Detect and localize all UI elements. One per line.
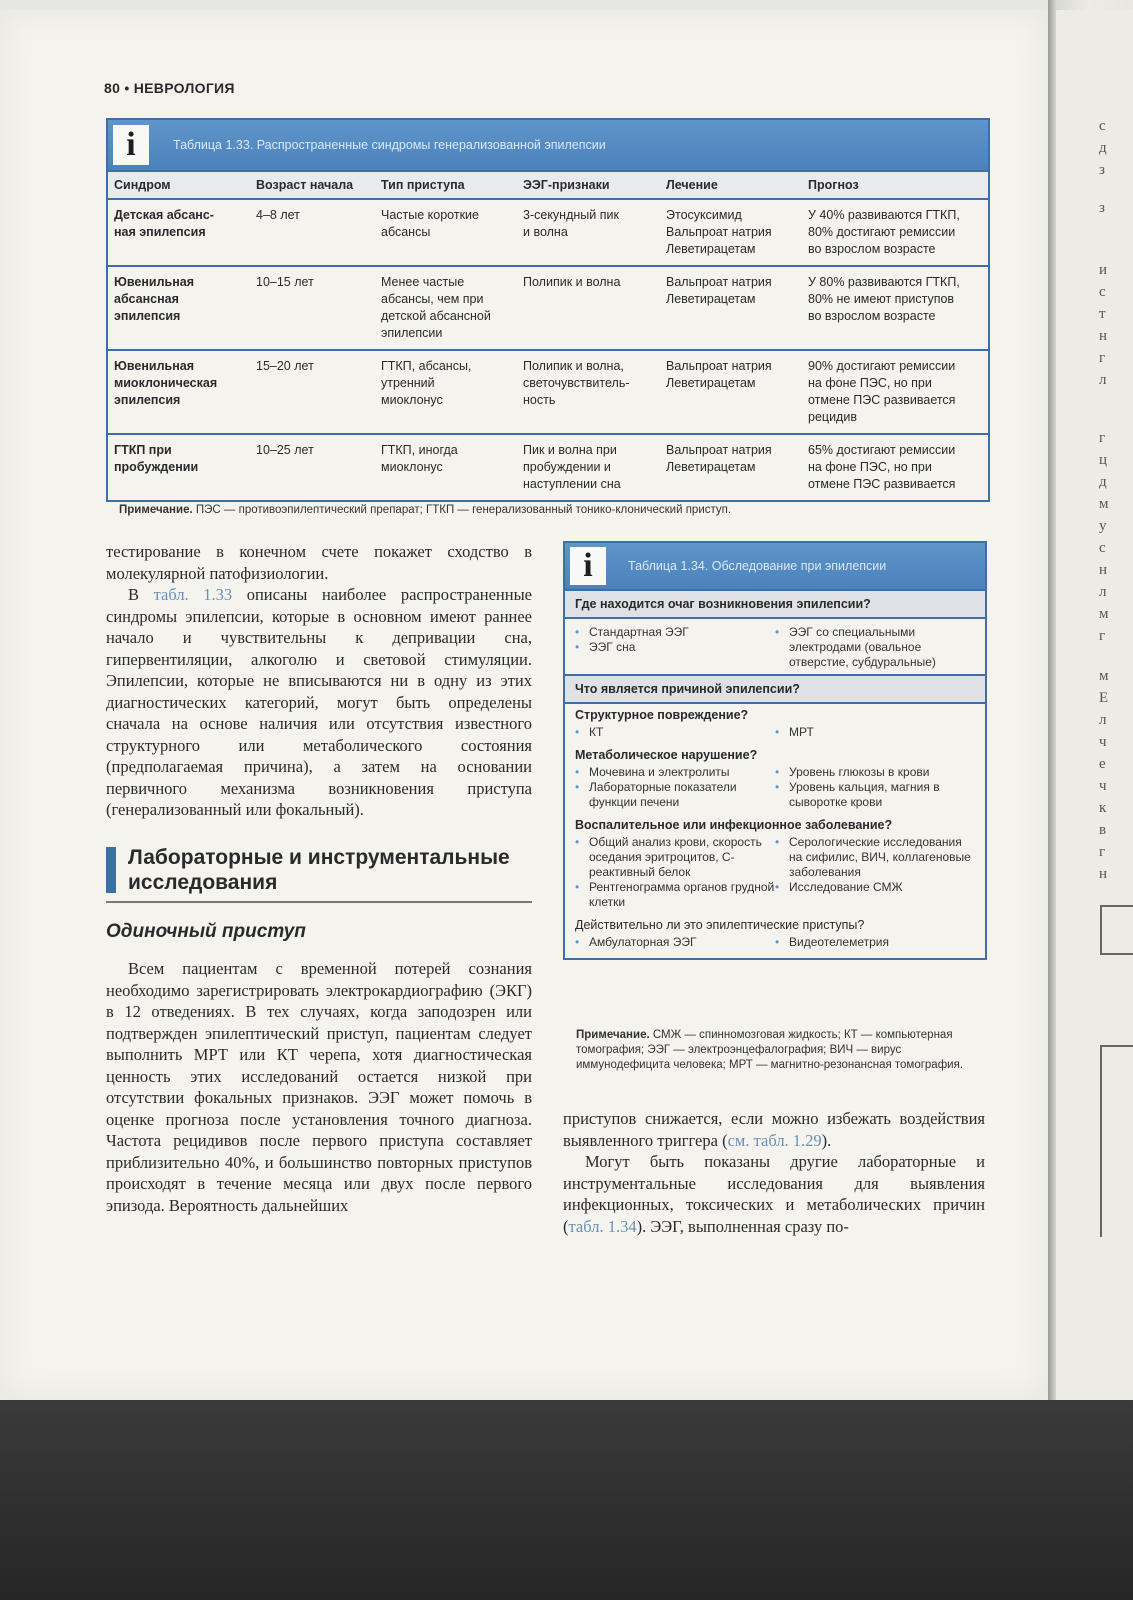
table-cell [660,199,802,266]
facing-page-letter: з [1099,200,1105,216]
facing-page-letter: ч [1099,734,1107,750]
table-cell [375,350,517,434]
table-reference-link[interactable]: табл. 1.34 [568,1216,637,1236]
column-header: Синдром [108,171,250,199]
cell-line: абсансная [114,292,179,306]
facing-page-letter: в [1099,822,1107,838]
table-cell [375,199,517,266]
cell-line: Этосуксимид [666,208,742,222]
table-cell [660,266,802,350]
bullet-pair [565,934,985,958]
cell-line: Вальпроат натрия [666,359,772,373]
section-marker [106,847,116,893]
cell-line: 80% не имеют приступов [808,292,955,306]
syndromes-table [108,170,988,500]
cell-line: детской абсансной [381,309,491,323]
bullet-column [575,625,775,670]
cell-line: Леветирацетам [666,460,756,474]
cell-line: на фоне ПЭС, но при [808,460,932,474]
bullet-item: • Общий анализ крови, скорость оседания эритроцитов, С-реактивный белок [575,835,775,880]
bullet-item: • ЭЭГ сна [575,640,775,655]
bullet-item: • Серологические исследования на сифилис, ВИЧ, коллагеновые заболевания [775,835,975,880]
facing-page-letter: т [1099,306,1106,322]
cell-line: Менее частые [381,275,465,289]
subquestion: Структурное повреждение? [575,708,749,722]
paragraph: Всем пациентам с временной потерей сознания необходимо зарегистрировать электрокардиографию (ЭКГ) в 12 отведениях. В тех случаях, когда заподозрен или подтвержден эпилептический приступ, пациентам следует выполнить МРТ или КТ черепа, хотя диагностическая ценность этих исследований остается низкой при отсутствии фокальных признаков. ЭЭГ может помочь в оценке прогноза после установления точного диагноза. Частота рецидивов после первого приступа составляет приблизительно 40%, и большинство повторных приступов происходят в течение месяца или двух после первого эпизода. Вероятность дальнейших [106,959,532,1215]
table-row [108,199,988,266]
table-header-bar [565,543,985,589]
table-cell [802,350,988,434]
cell-line: ГТКП при [114,443,172,457]
cell-line: Частые короткие [381,208,479,222]
facing-page-letter: с [1099,118,1106,134]
facing-page-box [1100,905,1133,955]
facing-page-letter: н [1099,328,1108,344]
table-cell [802,199,988,266]
cell-line: на фоне ПЭС, но при [808,376,932,390]
bullet-item: • Исследование СМЖ [775,880,975,895]
cell-line: отмене ПЭС развивается [808,393,956,407]
cell-line: во взрослом возрасте [808,242,936,256]
info-icon: i [570,547,606,585]
table-title: Таблица 1.34. Обследование при эпилепсии [628,559,887,573]
question-row: Что является причиной эпилепсии? [565,674,985,704]
bullet-column [775,765,975,810]
table-header-bar [108,120,988,170]
cell-line: рецидив [808,410,857,424]
bullet-item: • КТ [575,725,775,740]
table-row [108,350,988,434]
note-label: Примечание. [576,1029,650,1041]
facing-page-letter: и [1099,262,1108,278]
facing-page-letter: д [1099,140,1107,156]
table-reference-link[interactable]: табл. 1.33 [153,585,233,604]
table-cell [375,266,517,350]
cell-line: ная эпилепсия [114,225,206,239]
cell-line: эпилепсия [114,309,181,323]
cell-line: миоклонус [381,393,443,407]
bullet-column [775,625,975,670]
text: приступов снижается, если можно избежать воздействия выявленного триггера ( [563,1109,985,1150]
table-cell [108,434,250,500]
facing-page-letter: г [1099,430,1106,446]
facing-page-letter: н [1099,866,1108,882]
bullet-pair [565,764,985,814]
running-header: 80 • НЕВРОЛОГИЯ [104,80,235,96]
cell-line: 15–20 лет [256,359,314,373]
cell-line: ГТКП, абсансы, [381,359,472,373]
facing-page-letter: у [1099,518,1107,534]
text: Могут быть показаны другие лабораторные и инструментальные исследования для выявления инфекционных, токсических и метаболических причин ( [563,1152,985,1236]
text: ). ЭЭГ, выполненная сразу по- [636,1216,849,1236]
bullet-item: • Рентгенограмма органов грудной клетки [575,880,775,910]
facing-page-letter: н [1099,562,1108,578]
cell-line: Пик и волна при [523,443,617,457]
table-cell [108,350,250,434]
cell-line: Ювенильная [114,275,195,289]
facing-page-letter: г [1099,628,1106,644]
cell-line: пробуждении [114,460,199,474]
bullet-pair [565,724,985,744]
cell-line: утренний [381,376,435,390]
cell-line: Вальпроат натрия [666,225,772,239]
scanner-background [0,1400,1133,1600]
cell-line: Ювенильная [114,359,195,373]
table-cell [250,434,375,500]
table-cell [802,266,988,350]
paragraph: тестирование в конечном счете покажет сходство в молекулярной патофизиологии. [106,542,532,583]
body-column-right [563,1108,985,1237]
facing-page-letter: ц [1099,452,1108,468]
table-cell [517,434,660,500]
bullet-item: • Стандартная ЭЭГ [575,625,775,640]
paragraph [106,584,532,821]
subquestion: Метаболическое нарушение? [575,748,758,762]
facing-page-letter: м [1099,668,1109,684]
table-1-33 [106,118,990,502]
bullet-item: • Амбулаторная ЭЭГ [575,935,775,950]
cell-line: Леветирацетам [666,376,756,390]
body-column-left-lower [106,958,532,1216]
bullet-column [775,935,975,950]
note-text: ПЭС — противоэпилептический препарат; ГТКП — генерализованный тонико-клонический приступ. [195,504,732,516]
table-1-34 [563,541,987,960]
table-reference-link[interactable]: см. табл. 1.29 [727,1130,822,1150]
bullet-column [575,725,775,740]
facing-page-letter: л [1099,372,1107,388]
facing-page-letter: г [1099,844,1106,860]
cell-line: Полипик и волна, [523,359,624,373]
facing-page-letter: ч [1099,778,1107,794]
column-header: Прогноз [802,171,988,199]
table-cell [250,350,375,434]
table-header-row [108,171,988,199]
facing-page-letter: с [1099,284,1106,300]
facing-page-letter: Е [1099,690,1109,706]
cell-line: Полипик и волна [523,275,621,289]
paragraph [563,1108,985,1151]
cell-line: Леветирацетам [666,292,756,306]
info-icon: i [113,125,149,165]
table-cell [517,199,660,266]
text: описаны наиболее распространенные синдромы эпилепсии, которые в основном имеют раннее начало и чувствительны к депривации сна, гипервентиляции, алкоголю и световой стимуляции. Эпилепсии, которые не вписываются ни в одну из этих диагностических категорий, могут быть определены сначала на основе наличия или отсутствия известного структурного или метаболического состояния (предполагаемая причина), а затем на основании первичного механизма возникновения приступа (генерализованный или фокальный). [106,585,532,819]
column-header: Лечение [660,171,802,199]
table-title: Таблица 1.33. Распространенные синдромы генерализованной эпилепсии [173,138,606,152]
cell-line: абсансы [381,225,431,239]
bullet-item: • Лабораторные показатели функции печени [575,780,775,810]
bullet-column [575,835,775,910]
section-title-line: исследования [128,871,278,894]
cell-line: 90% достигают ремиссии [808,359,956,373]
table-cell [660,434,802,500]
cell-line: во взрослом возрасте [808,309,936,323]
cell-line: У 40% развиваются ГТКП, [808,208,960,222]
bullet-pair [565,619,985,674]
bullet-item: • ЭЭГ со специальными электродами (овальное отверстие, субдуральные) [775,625,975,670]
cell-line: и волна [523,225,568,239]
facing-page-letter: г [1099,350,1106,366]
cell-line: отмене ПЭС развивается [808,477,956,491]
table-cell [108,266,250,350]
cell-line: 10–25 лет [256,443,314,457]
facing-page-letter: з [1099,162,1105,178]
facing-page-letter: е [1099,756,1106,772]
bullet-item: • Мочевина и электролиты [575,765,775,780]
question-row: Где находится очаг возникновения эпилепсии? [565,589,985,619]
column-header: Возраст начала [250,171,375,199]
cell-line: светочувствитель- [523,376,630,390]
facing-page-letter: л [1099,584,1107,600]
note-text: СМЖ — спинномозговая жидкость; КТ — компьютерная томография; ЭЭГ — электроэнцефалография; ВИЧ — вирус иммунодефицита человека; МРТ — магнитно-резонансная томография. [576,1029,964,1071]
column-header: ЭЭГ-признаки [517,171,660,199]
cell-line: абсансы, чем при [381,292,484,306]
body-column-left [106,541,532,821]
facing-page-letter: д [1099,474,1107,490]
cell-line: ГТКП, иногда [381,443,458,457]
cell-line: Вальпроат натрия [666,275,772,289]
facing-page-letter: с [1099,540,1106,556]
facing-page-box [1100,1045,1133,1237]
bullet-column [575,935,775,950]
bullet-item: • МРТ [775,725,975,740]
cell-line: 3-секундный пик [523,208,619,222]
note-label: Примечание. [119,504,193,516]
table-cell [250,266,375,350]
table-1-33-note [119,504,731,516]
table-cell [108,199,250,266]
cell-line: миоклоническая [114,376,218,390]
bullet-column [575,765,775,810]
subquestion: Воспалительное или инфекционное заболевание? [575,818,893,832]
cell-line: 65% достигают ремиссии [808,443,956,457]
cell-line: 4–8 лет [256,208,300,222]
text: В [128,585,154,604]
bullet-column [775,725,975,740]
facing-page-letter: к [1099,800,1107,816]
paragraph [563,1151,985,1237]
table-row [108,434,988,500]
section-title-line: Лабораторные и инструментальные [128,846,510,869]
cell-line: У 80% развиваются ГТКП, [808,275,960,289]
cell-line: пробуждении и [523,460,611,474]
cell-line: Вальпроат натрия [666,443,772,457]
facing-page-letter: м [1099,496,1109,512]
cell-line: миоклонус [381,460,443,474]
cell-line: 80% достигают ремиссии [808,225,956,239]
column-header: Тип приступа [375,171,517,199]
cell-line: эпилепсии [381,326,443,340]
subheading: Одиночный приступ [106,921,306,942]
table-1-34-note [576,1028,982,1073]
bullet-item: • Уровень глюкозы в крови [775,765,975,780]
section-heading [106,845,532,903]
bullet-pair [565,834,985,914]
table-cell [250,199,375,266]
cell-line: Леветирацетам [666,242,756,256]
cell-line: наступлении сна [523,477,621,491]
cell-line: 10–15 лет [256,275,314,289]
table-row [108,266,988,350]
facing-page-letter: м [1099,606,1109,622]
table-cell [517,266,660,350]
cell-line: эпилепсия [114,393,181,407]
cell-line: ность [523,393,556,407]
table-cell [660,350,802,434]
subquestion: Действительно ли это эпилептические приступы? [575,918,865,932]
table-cell [517,350,660,434]
bullet-item: • Уровень кальция, магния в сыворотке крови [775,780,975,810]
table-cell [375,434,517,500]
facing-page-letter: л [1099,712,1107,728]
table-cell [802,434,988,500]
bullet-column [775,835,975,910]
bullet-item: • Видеотелеметрия [775,935,975,950]
cell-line: Детская абсанс- [114,208,214,222]
text: ). [821,1130,832,1150]
